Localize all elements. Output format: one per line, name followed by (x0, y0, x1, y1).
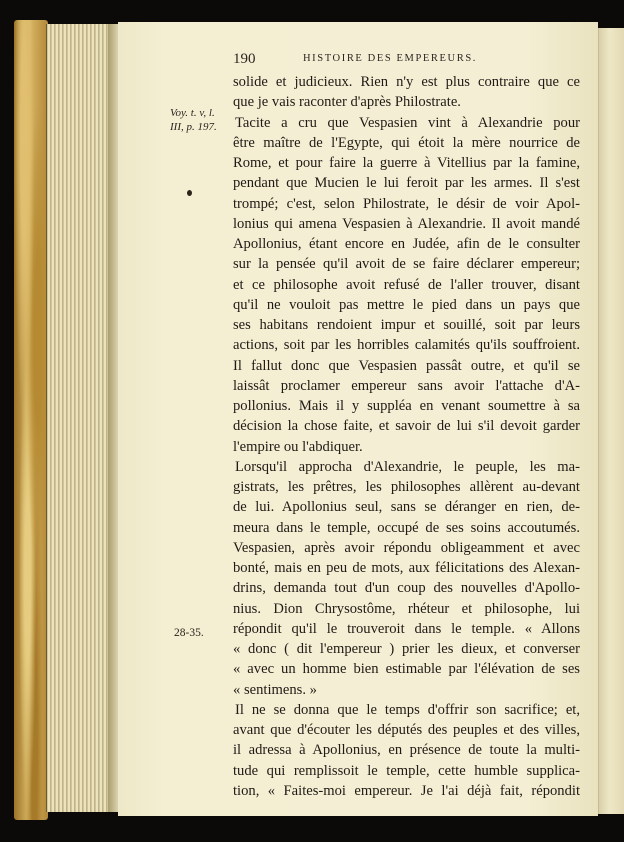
text-line: sur la pensée qu'il avoit de se faire déclarer empereur; (233, 256, 580, 273)
text-line: nius. Dion Chrysostôme, rhéteur et philosophe, lui (233, 600, 580, 617)
text-line: actions, soit par les horribles calamités qu'ils souffroient. (233, 337, 580, 354)
text-line: bonté, mais en peu de mots, aux félicitations des Alexan- (233, 560, 580, 576)
text-line: gistrats, les prêtres, les philosophes allèrent au-devant (233, 479, 580, 495)
text-line: trompé; c'est, selon Philostrate, le désir de voir Apol- (233, 195, 580, 212)
text-line: tude qui remplissoit le temple, cette humble supplica- (233, 762, 580, 779)
text-line: Rome, et pour faire la guerre à Vitellius par la famine, (233, 155, 580, 171)
text-line: tion, « Faites-moi empereur. Je l'ai déjà fait, répondit (233, 782, 580, 799)
page-body-text (233, 72, 580, 801)
text-line: de lui. Apollonius seul, sans se déranger en rien, de- (233, 499, 580, 516)
text-line: solide et judicieux. Rien n'y est plus contraire que ce (233, 74, 580, 90)
page-number: 190 (233, 51, 256, 67)
text-line: meura dans le temple, occupé de ses soins accoutumés. (233, 519, 580, 536)
text-line: « avec un homme bien estimable par l'élévation de ses (233, 661, 580, 678)
text-line: ses habitans rendoient impur et souillé, soit par leurs (233, 317, 580, 333)
text-line: répondit qu'il le trouveroit dans le temple. « Allons (233, 620, 580, 637)
text-line: Lorsqu'il approcha d'Alexandrie, le peuple, les ma- (235, 458, 580, 475)
margin-reference-line: Voy. t. v, l. (170, 107, 215, 119)
text-line: Apollonius, étant encore en Judée, afin de le consulter (233, 236, 580, 252)
text-line: « donc ( dit l'empereur ) prier les dieux, et converser (233, 641, 580, 657)
text-line: pollonius. Mais il y suppléa en venant soumettre à sa (233, 398, 580, 414)
text-line: lonius qui amena Vespasien à Alexandrie. Il avoit mandé (233, 215, 580, 232)
text-line: Il ne se donna que le temps d'offrir son sacrifice; et, (235, 701, 580, 718)
text-line: et ce philosophe avoit refusé de l'aller trouver, disant (233, 276, 580, 293)
text-line: Il fallut donc que Vespasien passât outre, et qu'il se (233, 357, 580, 374)
margin-reference-bottom: 28-35. (174, 627, 204, 639)
text-line: avant que d'écouter les députés des peuples et des villes, (233, 722, 580, 738)
text-line: l'empire ou l'abdiquer. (233, 438, 363, 455)
text-line: Vespasien, après avoir répondu obligeamment et avec (233, 539, 580, 556)
marbled-book-edge (14, 20, 48, 820)
text-line: il adressa à Apollonius, en présence de toute la multi- (233, 742, 580, 759)
text-line: être maître de l'Egypte, qui étoit la mère nourrice de (233, 134, 580, 151)
text-line: pendant que Mucien le lui feroit par les armes. Il s'est (233, 175, 580, 192)
margin-reference-top (170, 106, 217, 134)
text-line: drins, demanda tout d'un coup des nouvelles d'Apollo- (233, 580, 580, 597)
margin-reference-line: III, p. 197. (170, 121, 217, 133)
text-line: décision la chose faite, et savoir de lui s'il devoit garder (233, 418, 580, 435)
page-stack-edge (46, 24, 115, 812)
text-line: « sentimens. » (233, 681, 317, 698)
text-line: que je vais raconter d'après Philostrate. (233, 94, 461, 111)
facing-page-edge (598, 28, 624, 814)
running-title: HISTOIRE DES EMPEREURS. (303, 53, 477, 64)
ink-blot (187, 190, 192, 196)
text-line: qu'il ne vouloit pas mettre le pied dans un pays que (233, 296, 580, 313)
text-line: Tacite a cru que Vespasien vint à Alexandrie pour (235, 114, 580, 131)
text-line: laissât proclamer empereur sans avoir l'attache d'A- (233, 377, 580, 394)
